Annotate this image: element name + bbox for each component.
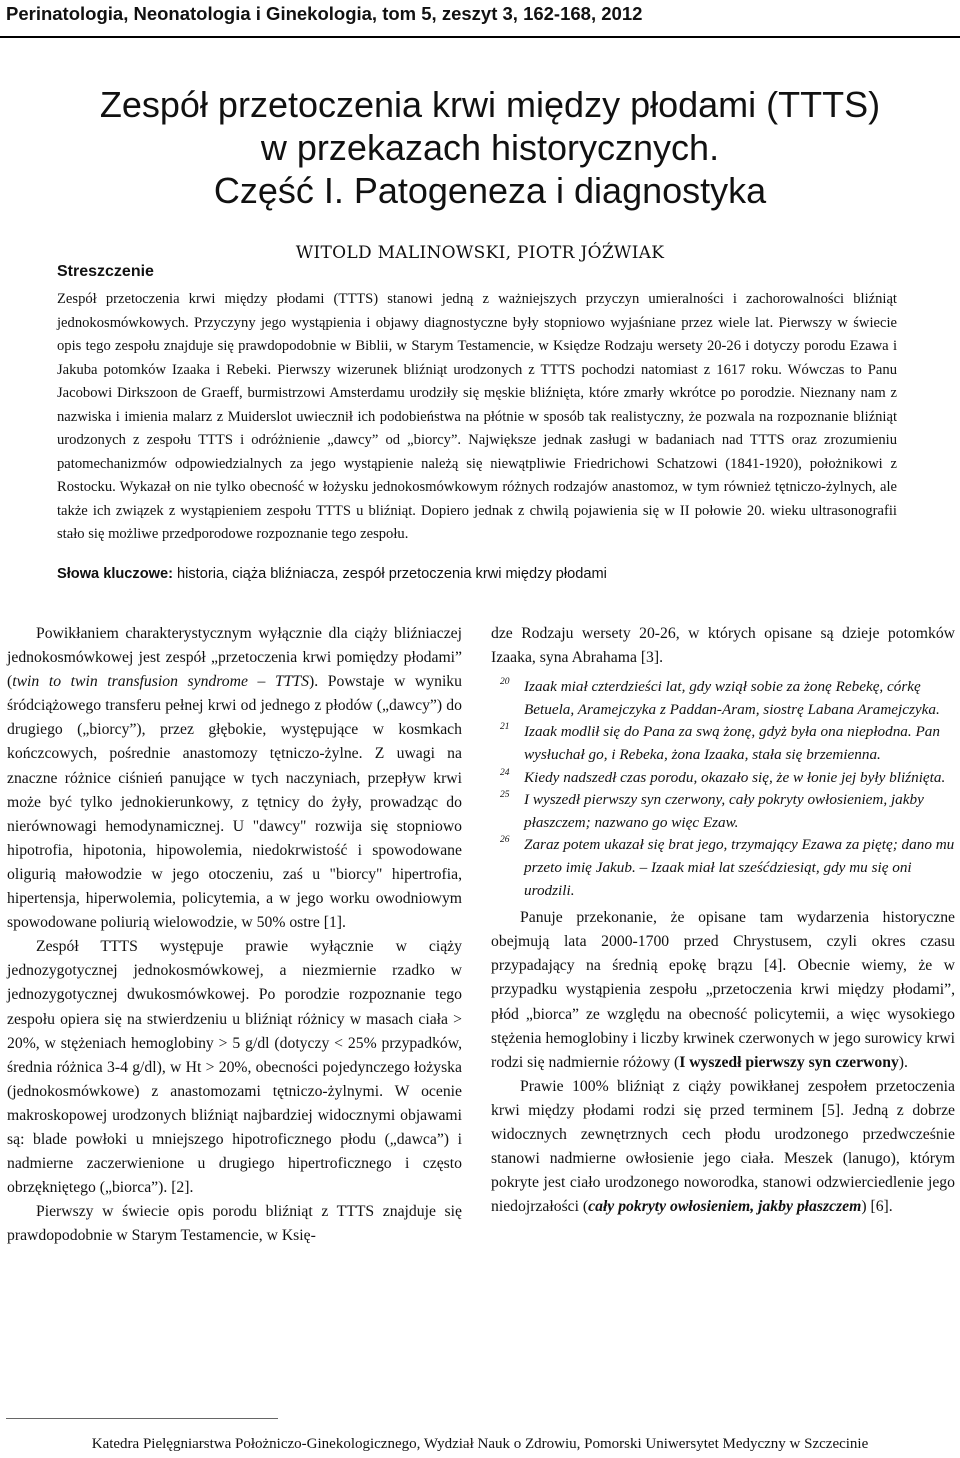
article-title <box>0 83 960 212</box>
verse-text: Izaak modlił się do Pana za swą żonę, gdyż była ona niepłodna. Pan wysłuchał go, i Rebeka, żona Izaaka, stała się brzemienna. <box>524 723 940 763</box>
keywords <box>57 566 897 582</box>
right-paragraph-0: dze Rodzaju wersety 20-26, w których opisane są dzieje potomków Izaaka, syna Abrahama [3]. <box>491 625 955 667</box>
title-line-3: Część I. Patogeneza i diagnostyka <box>213 170 767 211</box>
right-p1-text-a: Panuje przekonanie, że opisane tam wydarzenia historyczne obejmują lata 2000-1700 przed Chrystusem, czyli okres czasu przypadający na średnią epokę brązu [4]. Obecnie wiemy, że w przypadku wystąpienia zespołu „przetoczenia krwi między płodami”, płód „biorca” ze względu na obecność policytemii, a więc wysokiego stężenia hemoglobiny i liczby krwinek czerwonych w jego surowicy krwi rodzi się nadmiernie różowy ( <box>491 909 955 1071</box>
verse-number: 20 <box>500 677 510 688</box>
right-p1-text-b: ). <box>898 1053 908 1071</box>
right-column <box>491 622 955 1219</box>
left-paragraph-3: Pierwszy w świecie opis porodu bliźniąt z TTTS znajduje się prawdopodobnie w Starym Testamencie, w Księ- <box>7 1203 462 1245</box>
title-line-2: w przekazach historycznych. <box>260 127 720 168</box>
quote-verse <box>491 789 955 834</box>
left-p1-text-a: Powikłaniem charakterystycznym wyłącznie dla ciąży bliźniaczej jednokosmówkowej jest zespół „przetoczenia krwi pomiędzy płodami” ( <box>7 625 462 691</box>
bible-quote <box>491 676 955 902</box>
verse-number: 24 <box>500 767 510 778</box>
quote-verse <box>491 834 955 902</box>
verse-number: 26 <box>500 835 510 846</box>
verse-text: Kiedy nadszedł czas porodu, okazało się, że w łonie jej były bliźnięta. <box>524 768 946 786</box>
right-p2-bolditalic: cały pokryty owłosieniem, jakby płaszczem <box>588 1198 862 1216</box>
keywords-label: Słowa kluczowe: <box>57 566 173 582</box>
quote-verse <box>491 721 955 766</box>
quote-verse <box>491 767 955 790</box>
keywords-text: historia, ciąża bliźniacza, zespół przetoczenia krwi między płodami <box>172 566 607 582</box>
right-paragraph-2 <box>491 1075 955 1220</box>
verse-number: 25 <box>500 790 510 801</box>
verse-text: Zaraz potem ukazał się brat jego, trzymający Ezawa za piętę; dano mu przeto imię Jakub. – Izaak miał lat sześćdziesiąt, gdy mu się oni urodzili. <box>524 836 955 899</box>
right-p2-text-b: ) [6]. <box>861 1198 893 1216</box>
left-p1-text-b: ). Powstaje w wyniku śródciążowego transferu pełnej krwi od jednego z płodów („dawcy”) do drugiego („biorcy”), przez głębokie, występujące w kosmkach kończcowych, pośrednie anastomozy tętniczo-żylne. Z uwagi na znaczne różnice ciśnień panujące w tych naczyniach, przepływ krwi może być tylko jednokierunkowy, z tętnicy do żyły, prowadząc do nierównowagi hemodynamicznej. U "dawcy" rozwija się stopniowo hipotrofia, hipotonia, hipowolemia, niedokrwistość i spowodowane oligurią małowodzie w jego otoczeniu, zaś u "biorcy" hipertrofia, hipertensja, hiperwolemia, policytemia, a w jego worku owodniowym spowodowane poliurią wielowodzie, w 50% ostre [1]. <box>7 673 462 932</box>
right-paragraph-1 <box>491 906 955 1075</box>
right-p1-bold: I wyszedł pierwszy syn czerwony <box>679 1053 899 1071</box>
abstract-text: Zespół przetoczenia krwi między płodami (TTTS) stanowi jedną z ważniejszych przyczyn umieralności i zachorowalności bliźniąt jednokosmówkowych. Przyczyny jego wystąpienia i objawy diagnostyczne były stopniowo wyjaśniane przez wiele lat. Pierwszy w świecie opis tego zespołu znajduje się prawdopodobnie w Biblii, w Starym Testamencie, w Księdze Rodzaju wersety 20-26 i dotyczy porodu Ezawa i Jakuba potomków Izaaka i Rebeki. Pierwszy wizerunek bliźniąt urodzonych z TTTS pochodzi natomiast z 1617 roku. Wówczas to Panu Jacobowi Dirkszoon de Graeff, burmistrzowi Amsterdamu urodziły się męskie bliźnięta, które zmarły wkrótce po porodzie. Nieznany nam z nazwiska i imienia malarz z Muiderslot uwiecznił ich podobieństwa na płótnie w sposób tak realistyczny, że pozwala na rozpoznanie bliźniąt urodzonych z zespołu TTTS i odróżnienie „dawcy” od „biorcy”. Największe jednak zasługi w badaniach nad TTTS oraz zrozumieniu patomechanizmów odpowiedzialnych za jego wystąpienie należą się niewątpliwie Friedrichowi Schatzowi (1841-1920), położnikowi z Rostocku. Wykazał on nie tylko obecność w łożysku jednokosmówkowym różnych rodzajów anastomoz, w tym również tętniczo-żylnych, ale także ich związek z wystąpieniem zespołu TTTS u bliźniąt. Dopiero jednak z chwilą pojawienia się w II połowie 20. wieku ultrasonografii stało się możliwe przedporodowe rozpoznanie tego zespołu. <box>57 291 897 542</box>
abstract-heading: Streszczenie <box>57 263 154 280</box>
left-p1-italic: twin to twin transfusion syndrome – TTTS <box>12 673 309 691</box>
left-column <box>7 622 462 1248</box>
quote-verse <box>491 676 955 721</box>
title-line-1: Zespół przetoczenia krwi między płodami (TTTS) <box>99 84 881 125</box>
left-paragraph-1 <box>7 622 462 935</box>
footnote-rule <box>6 1418 278 1419</box>
verse-text: Izaak miał czterdzieści lat, gdy wziął sobie za żonę Rebekę, córkę Betuela, Aramejczyka z Paddan-Aram, siostrę Labana Aramejczyka. <box>524 678 940 718</box>
left-paragraph-2: Zespół TTTS występuje prawie wyłącznie w ciąży jednozygotycznej jednokosmówkowej, a niezmiernie rzadko w jednozygotycznej dwukosmówkowej. Po porodzie rozpoznanie tego zespołu opiera się na stwierdzeniu u bliźniąt różnicy w masach ciała > 20%, w stężeniach hemoglobiny > 5 g/dl (dotyczy < 25% przypadków, średnia różnica 3-4 g/dl), w Ht > 20%, obecności pojedynczego łożyska (jednokosmówkowe) z anastomozami tętniczo-żylnymi. W ocenie makroskopowej urodzonych bliźniąt najbardziej widocznymi objawami są: blade powłoki u mniejszego hipotroficznego płodu („dawca”) i nadmierne zaczerwienione u drugiego hipertroficznego i często obrzękniętego („biorca”). [2]. <box>7 938 462 1197</box>
verse-number: 21 <box>500 722 510 733</box>
header-rule <box>0 36 960 38</box>
right-p2-text-a: Prawie 100% bliźniąt z ciąży powikłanej zespołem przetoczenia krwi między płodami rodzi się przed terminem [5]. Jedną z dobrze widocznych zewnętrznych cech płodu urodzonego przedwcześnie stanowi nadmierne owłosienie jego ciała. Meszek (lanugo), którym pokryte jest ciało urodzonego noworodka, stanowi odzwierciedlenie jego niedojrzałości ( <box>491 1077 955 1216</box>
verse-text: I wyszedł pierwszy syn czerwony, cały pokryty owłosieniem, jakby płaszczem; nazwano go więc Ezaw. <box>524 791 924 831</box>
authors: WITOLD MALINOWSKI, PIOTR JÓŹWIAK <box>295 243 665 263</box>
journal-header: Perinatologia, Neonatologia i Ginekologia, tom 5, zeszyt 3, 162-168, 2012 <box>6 3 643 24</box>
affiliation-footer: Katedra Pielęgniarstwa Położniczo-Ginekologicznego, Wydział Nauk o Zdrowiu, Pomorski Uniwersytet Medyczny w Szczecinie <box>91 1436 869 1452</box>
